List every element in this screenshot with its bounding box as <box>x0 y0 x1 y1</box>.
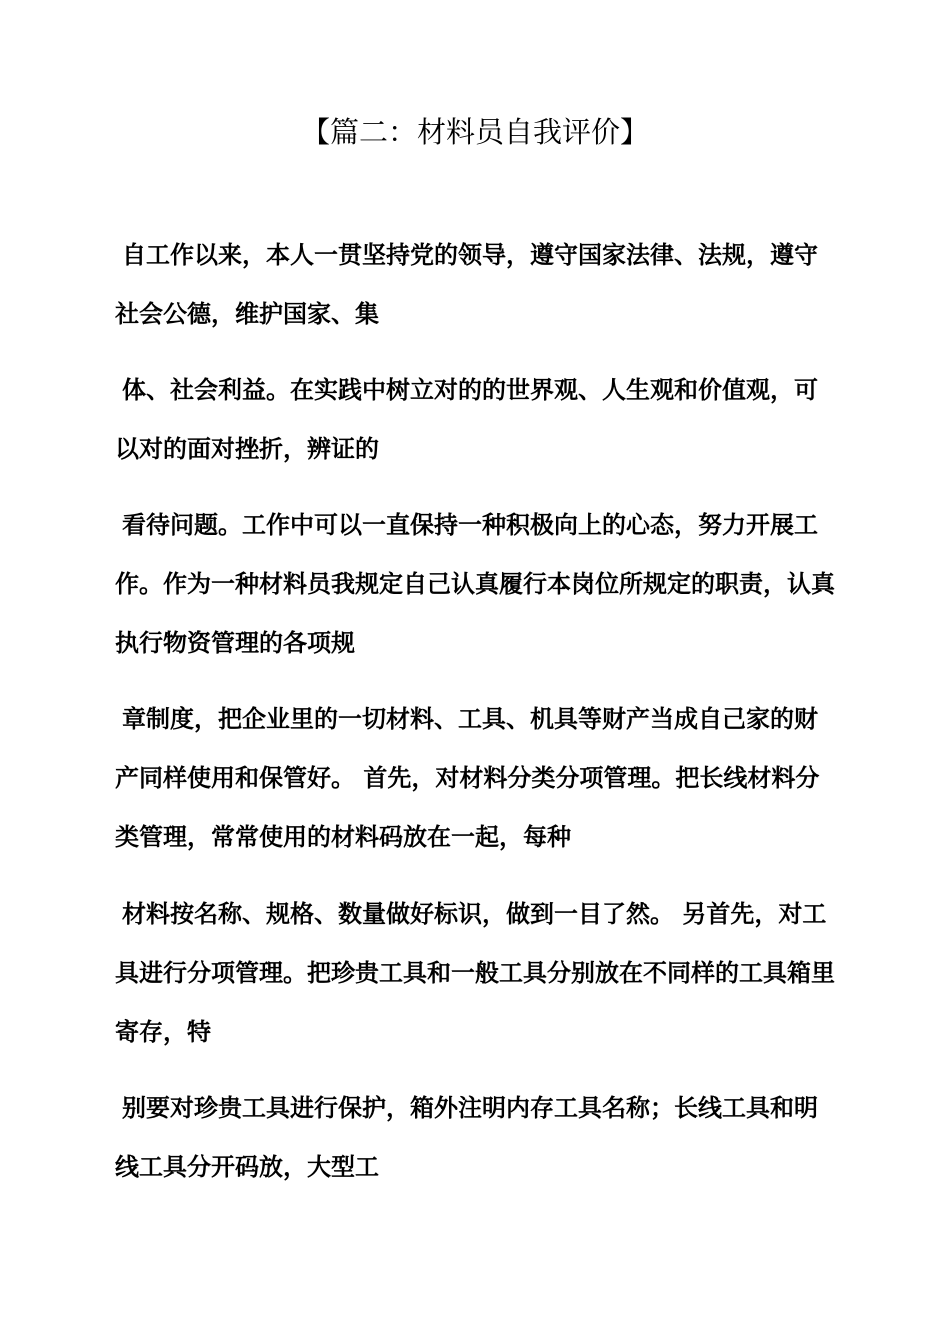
paragraph-1 <box>115 226 845 344</box>
paragraph-line: 线工具分开码放，大型工 <box>115 1153 379 1181</box>
document-title: 【篇二：材料员自我评价】 <box>300 115 649 149</box>
paragraph-line: 执行物资管理的各项规 <box>115 629 355 657</box>
paragraph-5 <box>115 885 845 1062</box>
paragraph-line: 类管理，常常使用的材料码放在一起，每种 <box>115 823 571 851</box>
paragraph-line: 材料按名称、规格、数量做好标识，做到一目了然。 另首先，对工 <box>122 900 827 928</box>
paragraph-line: 社会公德，维护国家、集 <box>115 300 379 328</box>
paragraph-line: 作。作为一种材料员我规定自己认真履行本岗位所规定的职责，认真 <box>115 570 835 598</box>
paragraph-2 <box>115 361 845 479</box>
paragraph-line: 别要对珍贵工具进行保护，箱外注明内存工具名称；长线工具和明 <box>122 1094 818 1122</box>
paragraph-line: 章制度，把企业里的一切材料、工具、机具等财产当成自己家的财 <box>122 705 818 733</box>
paragraph-line: 自工作以来，本人一贯坚持党的领导，遵守国家法律、法规，遵守 <box>122 241 818 269</box>
paragraph-4 <box>115 690 845 867</box>
paragraph-line: 产同样使用和保管好。 首先，对材料分类分项管理。把长线材料分 <box>115 764 820 792</box>
paragraph-line: 寄存，特 <box>115 1018 211 1046</box>
paragraph-line: 看待问题。工作中可以一直保持一种积极向上的心态，努力开展工 <box>122 511 818 539</box>
paragraph-6 <box>115 1079 845 1197</box>
paragraph-line: 具进行分项管理。把珍贵工具和一般工具分别放在不同样的工具箱里 <box>115 959 835 987</box>
paragraph-3 <box>115 496 845 673</box>
paragraph-line: 体、社会利益。在实践中树立对的的世界观、人生观和价值观，可 <box>122 376 818 404</box>
paragraph-line: 以对的面对挫折，辨证的 <box>115 435 379 463</box>
